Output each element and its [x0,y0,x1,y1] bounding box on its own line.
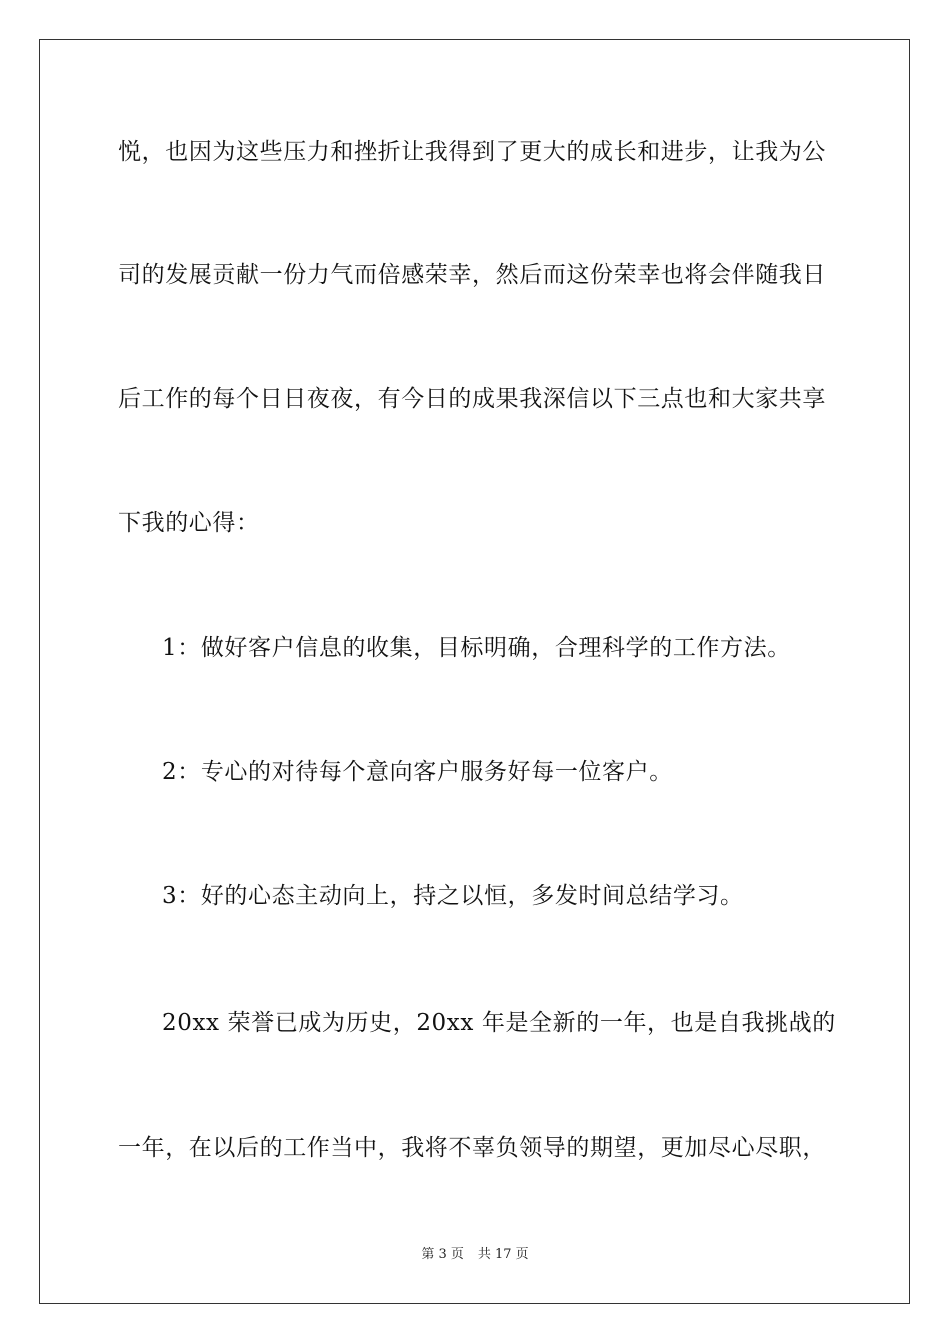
list-item-1: 1：做好客户信息的收集，目标明确，合理科学的工作方法。 [162,635,791,661]
body-line-2: 司的发展贡献一份力气而倍感荣幸，然后而这份荣幸也将会伴随我日 [118,262,826,288]
page-number: 第 3 页 [421,1247,464,1262]
body-line-4: 下我的心得： [118,510,260,536]
body-line-1: 悦，也因为这些压力和挫折让我得到了更大的成长和进步，让我为公 [118,139,826,165]
body-line-6: 一年，在以后的工作当中，我将不辜负领导的期望，更加尽心尽职， [118,1135,826,1161]
body-line-3: 后工作的每个日日夜夜，有今日的成果我深信以下三点也和大家共享 [118,386,826,412]
list-item-3: 3：好的心态主动向上，持之以恒，多发时间总结学习。 [162,883,744,909]
list-item-2: 2：专心的对待每个意向客户服务好每一位客户。 [162,759,673,785]
total-pages: 共 17 页 [477,1247,529,1262]
page-frame [39,39,910,1304]
page-footer [0,1246,950,1264]
body-line-5: 20xx 荣誉已成为历史，20xx 年是全新的一年，也是自我挑战的 [162,1010,836,1036]
